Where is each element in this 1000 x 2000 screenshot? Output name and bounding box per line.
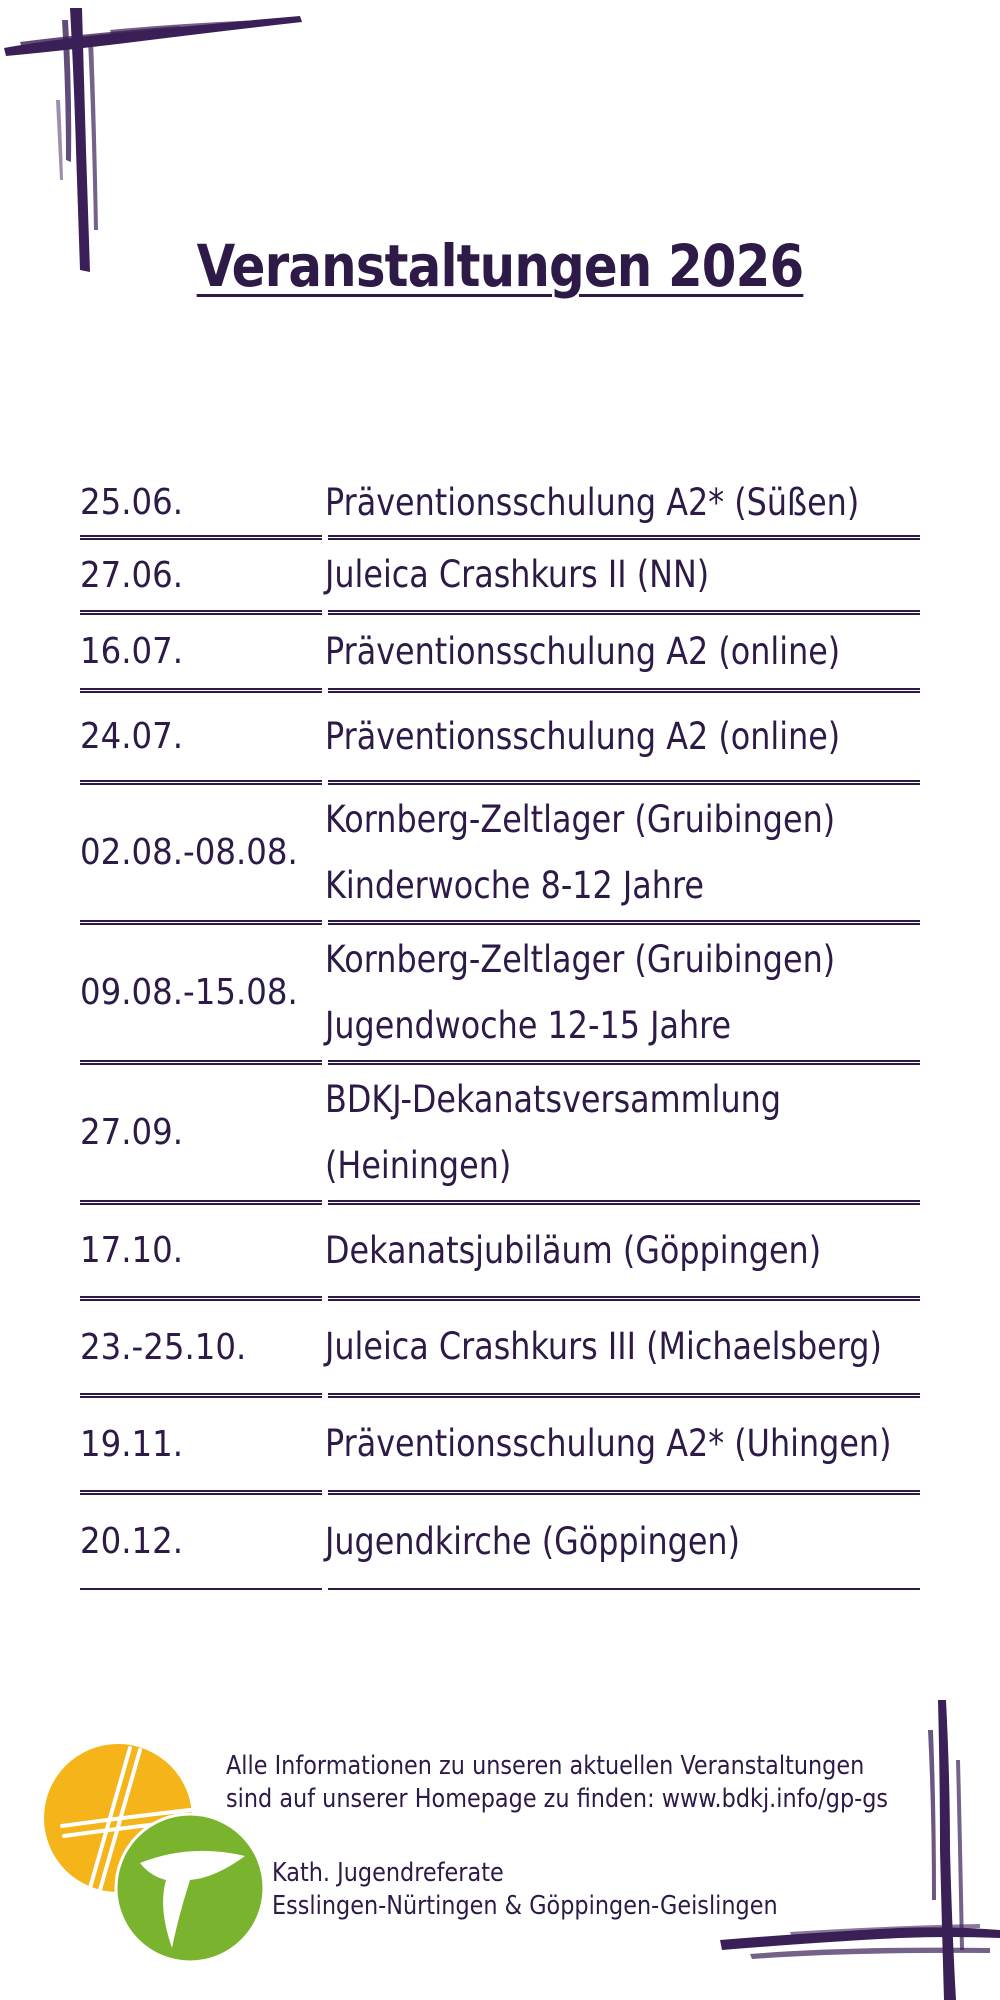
event-title: Präventionsschulung A2* (Süßen) [325, 480, 860, 524]
event-date: 17.10. [80, 1230, 184, 1271]
event-row [80, 1205, 920, 1301]
event-date: 24.07. [80, 716, 184, 757]
event-title: Präventionsschulung A2 (online) [325, 629, 841, 673]
event-title: Juleica Crashkurs III (Michaelsberg) [325, 1325, 882, 1368]
event-date: 02.08.-08.08. [80, 832, 298, 873]
event-row [80, 693, 920, 785]
event-row [80, 1398, 920, 1495]
event-row [80, 785, 920, 925]
event-title: Präventionsschulung A2* (Uhingen) [325, 1422, 892, 1465]
event-title: BDKJ-Dekanatsversammlung (Heiningen) [325, 1077, 782, 1187]
info-text: Alle Informationen zu unseren aktuellen Veranstaltungen sind auf unserer Homepage zu finden: www.bdkj.info/gp-gs [226, 1751, 889, 1814]
event-row [80, 540, 920, 615]
event-row [80, 925, 920, 1065]
event-date: 19.11. [80, 1423, 184, 1465]
event-row [80, 1301, 920, 1398]
event-title: Kornberg-Zeltlager (Gruibingen) Kinderwoche 8-12 Jahre [325, 797, 836, 907]
event-row [80, 1495, 920, 1590]
event-row [80, 470, 920, 540]
event-date: 23.-25.10. [80, 1326, 247, 1368]
event-title: Kornberg-Zeltlager (Gruibingen) Jugendwoche 12-15 Jahre [325, 937, 836, 1047]
event-title: Präventionsschulung A2 (online) [325, 714, 841, 758]
event-title: Jugendkirche (Göppingen) [325, 1519, 741, 1563]
event-date: 09.08.-15.08. [80, 972, 298, 1013]
event-schedule [80, 470, 920, 1590]
organization-name: Kath. Jugendreferate Esslingen-Nürtingen & Göppingen-Geislingen [272, 1858, 778, 1921]
event-title: Dekanatsjubiläum (Göppingen) [325, 1228, 822, 1272]
event-row [80, 615, 920, 693]
event-title: Juleica Crashkurs II (NN) [325, 553, 710, 596]
event-date: 20.12. [80, 1521, 184, 1562]
event-date: 25.06. [80, 482, 184, 523]
event-date: 27.09. [80, 1112, 184, 1153]
brush-cross-bottom-right-icon [700, 1700, 1000, 2000]
page-title: Veranstaltungen 2026 [196, 232, 804, 300]
event-date: 27.06. [80, 554, 184, 596]
event-date: 16.07. [80, 631, 184, 672]
event-row [80, 1065, 920, 1205]
